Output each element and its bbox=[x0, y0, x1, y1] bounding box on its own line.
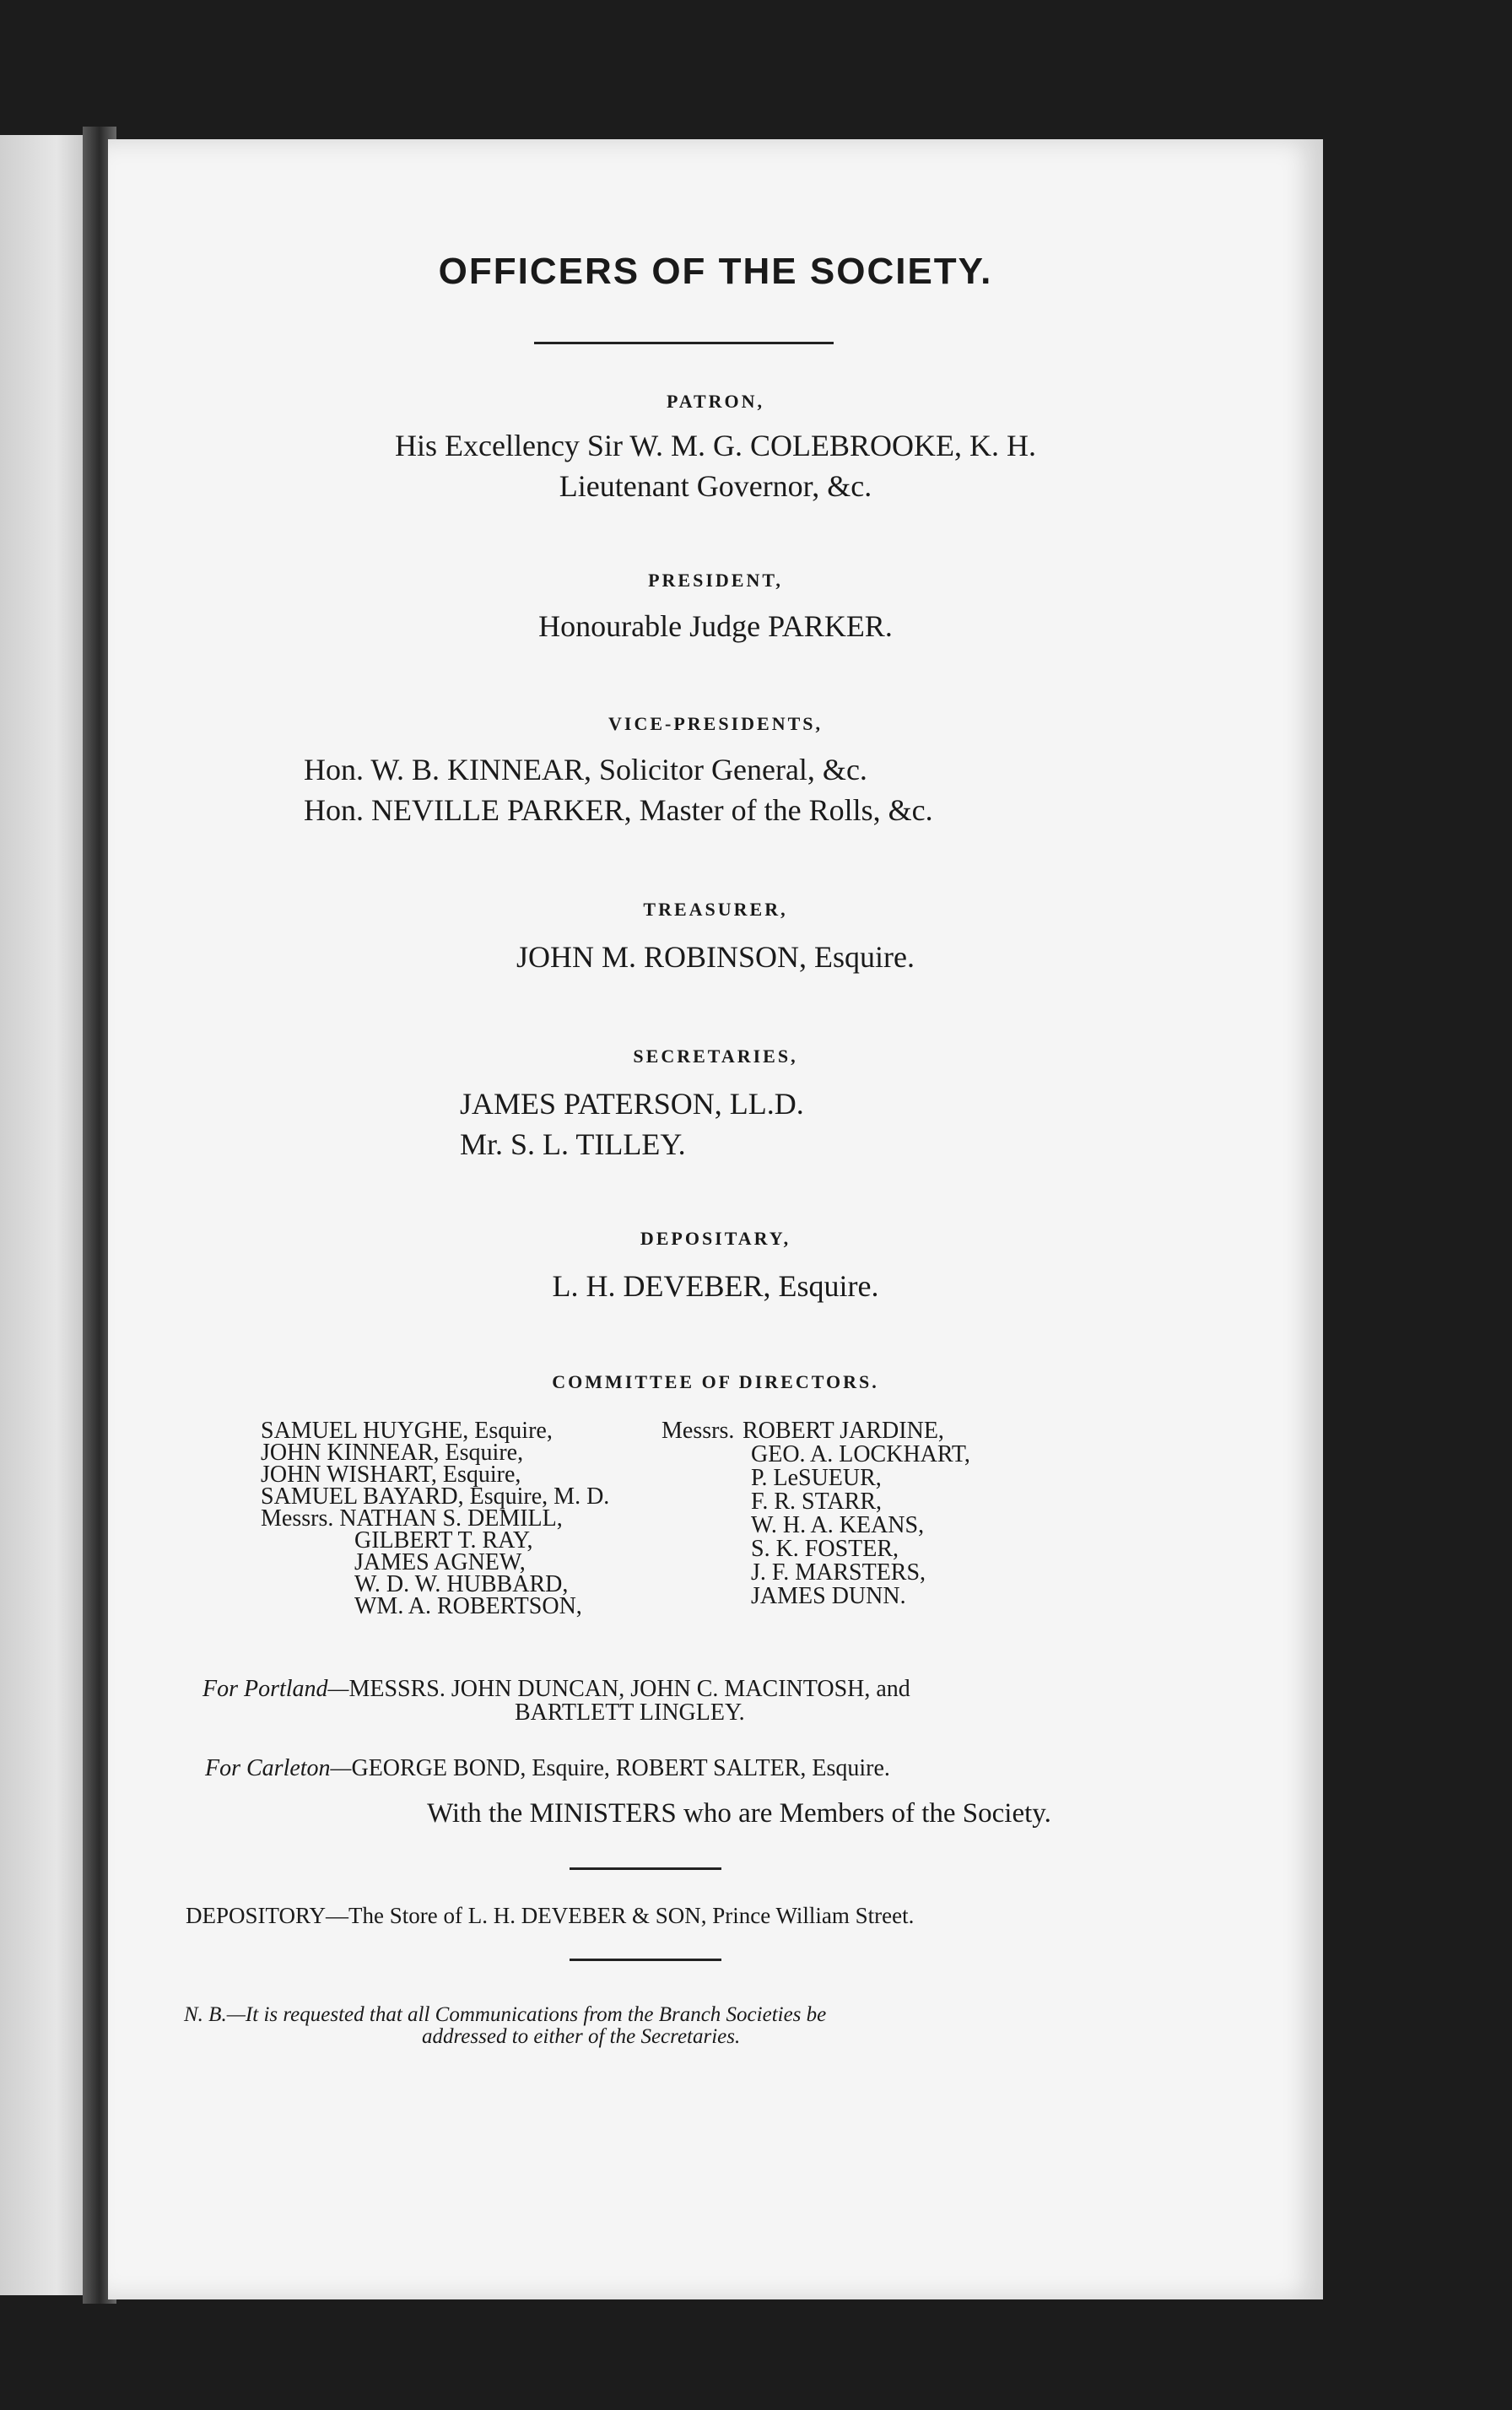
director-messrs-label: Messrs. bbox=[662, 1418, 735, 1444]
director-right-8: JAMES DUNN. bbox=[751, 1583, 906, 1609]
portland-line-2: BARTLETT LINGLEY. bbox=[515, 1699, 745, 1726]
director-right-3: P. LeSUEUR, bbox=[751, 1465, 882, 1491]
director-left-8: W. D. W. HUBBARD, bbox=[354, 1571, 569, 1597]
secretary-2: Mr. S. L. TILLEY. bbox=[460, 1127, 686, 1161]
carleton-label: For Carleton— bbox=[205, 1755, 352, 1781]
director-right-6: S. K. FOSTER, bbox=[751, 1536, 899, 1562]
director-right-2: GEO. A. LOCKHART, bbox=[751, 1441, 970, 1467]
depository-line: DEPOSITORY—The Store of L. H. DEVEBER & SON, Prince William Street. bbox=[186, 1903, 915, 1928]
director-left-9: WM. A. ROBERTSON, bbox=[354, 1593, 582, 1619]
patron-name: His Excellency Sir W. M. G. COLEBROOKE, K. H. bbox=[395, 429, 1036, 462]
portland-line bbox=[202, 1678, 910, 1700]
portland-label: For Portland— bbox=[202, 1676, 349, 1702]
director-left-2: JOHN KINNEAR, Esquire, bbox=[261, 1440, 524, 1466]
director-right-1: ROBERT JARDINE, bbox=[742, 1418, 944, 1444]
note-rule bbox=[570, 1959, 721, 1961]
director-right-5: W. H. A. KEANS, bbox=[751, 1512, 925, 1538]
carleton-line bbox=[205, 1755, 890, 1781]
depositary-heading: DEPOSITARY, bbox=[640, 1228, 791, 1249]
title-rule bbox=[534, 342, 834, 344]
patron-title: Lieutenant Governor, &c. bbox=[559, 469, 872, 503]
vice-president-1: Hon. W. B. KINNEAR, Solicitor General, &c. bbox=[304, 753, 867, 786]
secretary-1: JAMES PATERSON, LL.D. bbox=[460, 1087, 804, 1121]
director-left-5: Messrs. NATHAN S. DEMILL, bbox=[261, 1505, 563, 1532]
director-left-4: SAMUEL BAYARD, Esquire, M. D. bbox=[261, 1483, 610, 1510]
patron-heading: PATRON, bbox=[666, 391, 765, 412]
vice-president-2: Hon. NEVILLE PARKER, Master of the Rolls, &c. bbox=[304, 793, 933, 827]
depositary-name: L. H. DEVEBER, Esquire. bbox=[552, 1269, 879, 1303]
facing-page-edge bbox=[0, 135, 94, 2295]
carleton-text: GEORGE BOND, Esquire, ROBERT SALTER, Esquire. bbox=[351, 1755, 890, 1781]
committee-heading: COMMITTEE OF DIRECTORS. bbox=[552, 1371, 879, 1392]
footnote-line-2: addressed to either of the Secretaries. bbox=[422, 2025, 741, 2048]
director-left-3: JOHN WISHART, Esquire, bbox=[261, 1462, 521, 1488]
director-right-7: J. F. MARSTERS, bbox=[751, 1559, 926, 1586]
document-page bbox=[108, 139, 1323, 2299]
vice-presidents-heading: VICE-PRESIDENTS, bbox=[608, 713, 823, 734]
portland-text: MESSRS. JOHN DUNCAN, JOHN C. MACINTOSH, and bbox=[348, 1676, 910, 1702]
treasurer-name: JOHN M. ROBINSON, Esquire. bbox=[516, 940, 915, 974]
director-left-7: JAMES AGNEW, bbox=[354, 1549, 526, 1575]
ministers-line: With the MINISTERS who are Members of the Society. bbox=[427, 1798, 1051, 1829]
director-left-1: SAMUEL HUYGHE, Esquire, bbox=[261, 1418, 553, 1444]
page-title: OFFICERS OF THE SOCIETY. bbox=[438, 251, 993, 292]
depository-rule bbox=[570, 1867, 721, 1870]
president-name: Honourable Judge PARKER. bbox=[538, 609, 893, 643]
director-right-4: F. R. STARR, bbox=[751, 1489, 883, 1515]
director-left-6: GILBERT T. RAY, bbox=[354, 1527, 533, 1554]
secretaries-heading: SECRETARIES, bbox=[633, 1046, 798, 1067]
president-heading: PRESIDENT, bbox=[648, 570, 783, 591]
footnote-line-1: N. B.—It is requested that all Communications from the Branch Societies be bbox=[184, 2003, 827, 2026]
treasurer-heading: TREASURER, bbox=[643, 899, 788, 920]
